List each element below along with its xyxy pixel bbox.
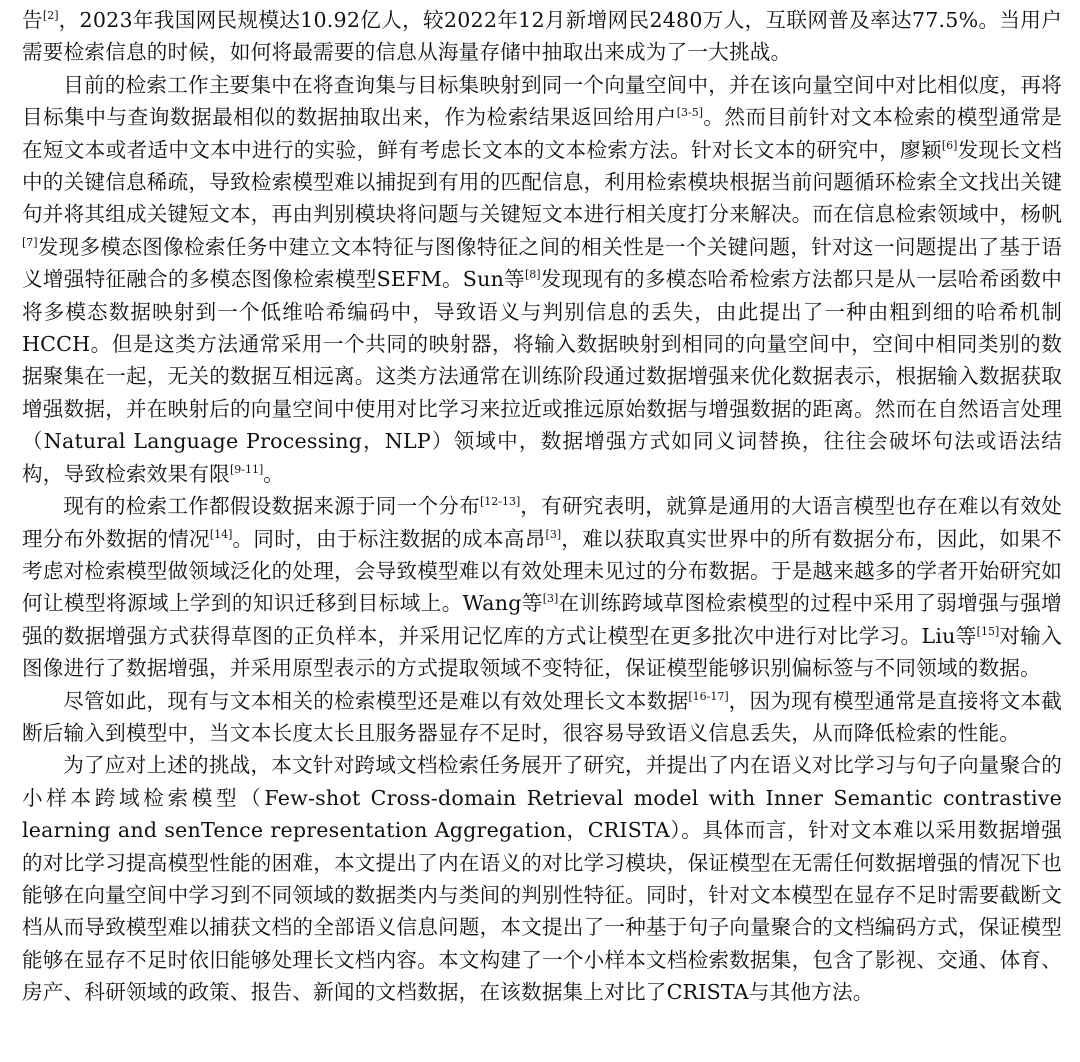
- body-paragraph: [22, 749, 1062, 1008]
- paragraph-text: 告: [22, 8, 43, 32]
- paragraph-text: 现有的检索工作都假设数据来源于同一个分布: [63, 494, 480, 519]
- paragraph-text: 。然而目前针对文本检索的模型通常是在短文本或者适中文本中进行的实验，鲜有考虑长文本的文本检索方法。针对长文本的研究中，廖颖: [22, 105, 1062, 162]
- paragraph-text: ，2023年我国网民规模达10.92亿人，较2022年12月新增网民2480万人，互联网普及率达77.5%。当用户需要检索信息的时候，如何将最需要的信息从海量存储中抽取出来成为了一大挑战。: [22, 8, 1062, 65]
- paragraph-text: 为了应对上述的挑战，本文针对跨域文档检索任务展开了研究，并提出了内在语义对比学习与句子向量聚合的小样本跨域检索模型（Few-shot Cross-domain Retrieval model with Inner Semantic contrastive learning and senTence representation Aggregation，CRISTA）。具体而言，针对文本难以采用数据增强的对比学习提高模型性能的困难，本文提出了内在语义的对比学习模块，保证模型在无需任何数据增强的情况下也能够在向量空间中学习到不同领域的数据类内与类间的判别性特征。同时，针对文本模型在显存不足时需要截断文档从而导致模型难以捕获文档的全部语义信息问题，本文提出了一种基于句子向量聚合的文档编码方式，保证模型能够在显存不足时依旧能够处理长文档内容。本文构建了一个小样本文档检索数据集，包含了影视、交通、体育、房产、科研领域的政策、报告、新闻的文档数据，在该数据集上对比了CRISTA与其他方法。: [22, 753, 1062, 1005]
- body-paragraph: [22, 490, 1062, 684]
- citation-marker: [3]: [542, 592, 559, 606]
- citation-marker: [12-13]: [479, 495, 521, 509]
- paragraph-text: 发现现有的多模态哈希检索方法都只是从一层哈希函数中将多模态数据映射到一个低维哈希编码中，导致语义与判别信息的丢失，由此提出了一种由粗到细的哈希机制HCCH。但是这类方法通常采用一个共同的映射器，将输入数据映射到相同的向量空间中，空间中相同类别的数据聚集在一起，无关的数据互相远离。这类方法通常在训练阶段通过数据增强来优化数据表示，根据输入数据获取增强数据，并在映射后的向量空间中使用对比学习来拉近或推远原始数据与增强数据的距离。然而在自然语言处理（Natural Language Processing，NLP）领域中，数据增强方式如同义词替换，往往会破坏句法或语法结构，导致检索效果有限: [22, 267, 1062, 486]
- citation-marker: [15]: [976, 624, 1000, 638]
- body-paragraph: [22, 685, 1062, 750]
- paragraph-text: 在训练跨域草图检索模型的过程中采用了弱增强与强增强的数据增强方式获得草图的正负样本，并采用记忆库的方式让模型在更多批次中进行对比学习。Liu等: [22, 591, 1062, 648]
- citation-marker: [6]: [941, 138, 958, 152]
- citation-marker: [16-17]: [688, 689, 729, 703]
- body-paragraph: [22, 69, 1062, 490]
- paragraph-text: 。: [263, 461, 285, 486]
- paragraph-text: ，难以获取真实世界中的所有数据分布，因此，如果不考虑对检索模型做领域泛化的处理，会导致模型难以有效处理未见过的分布数据。于是越来越多的学者开始研究如何让模型将源域上学到的知识迁移到目标域上。Wang等: [22, 526, 1062, 616]
- paragraph-text: ，因为现有模型通常是直接将文本截断后输入到模型中，当文本长度太长且服务器显存不足时，很容易导致语义信息丢失，从而降低检索的性能。: [22, 688, 1063, 745]
- paragraph-text: 发现长文档中的关键信息稀疏，导致检索模型难以捕捉到有用的匹配信息，利用检索模块根据当前问题循环检索全文找出关键句并将其组成关键短文本，再由判别模块将问题与关键短文本进行相关度打分来解决。而在信息检索领域中，杨帆: [22, 137, 1063, 227]
- citation-marker: [9-11]: [229, 462, 264, 476]
- paragraph-text: 。同时，由于标注数据的成本高昂: [232, 526, 546, 551]
- citation-marker: [7]: [22, 235, 38, 249]
- citation-marker: [3-5]: [676, 106, 703, 120]
- paragraph-text: 目前的检索工作主要集中在将查询集与目标集映射到同一个向量空间中，并在该向量空间中对比相似度，再将目标集中与查询数据最相似的数据抽取出来，作为检索结果返回给用户: [22, 72, 1062, 130]
- paragraph-text: 对输入图像进行了数据增强，并采用原型表示的方式提取领域不变特征，保证模型能够识别偏标签与不同领域的数据。: [22, 623, 1063, 681]
- citation-marker: [3]: [545, 527, 562, 541]
- citation-marker: [8]: [524, 268, 541, 282]
- body-paragraph: [22, 4, 1062, 69]
- paragraph-text: ，有研究表明，就算是通用的大语言模型也存在难以有效处理分布外数据的情况: [22, 494, 1062, 551]
- citation-marker: [2]: [42, 9, 59, 23]
- citation-marker: [14]: [209, 527, 233, 541]
- paragraph-text: 尽管如此，现有与文本相关的检索模型还是难以有效处理长文本数据: [63, 688, 689, 713]
- paragraph-text: 发现多模态图像检索任务中建立文本特征与图像特征之间的相关性是一个关键问题，针对这一问题提出了基于语义增强特征融合的多模态图像检索模型SEFM。Sun等: [22, 234, 1062, 292]
